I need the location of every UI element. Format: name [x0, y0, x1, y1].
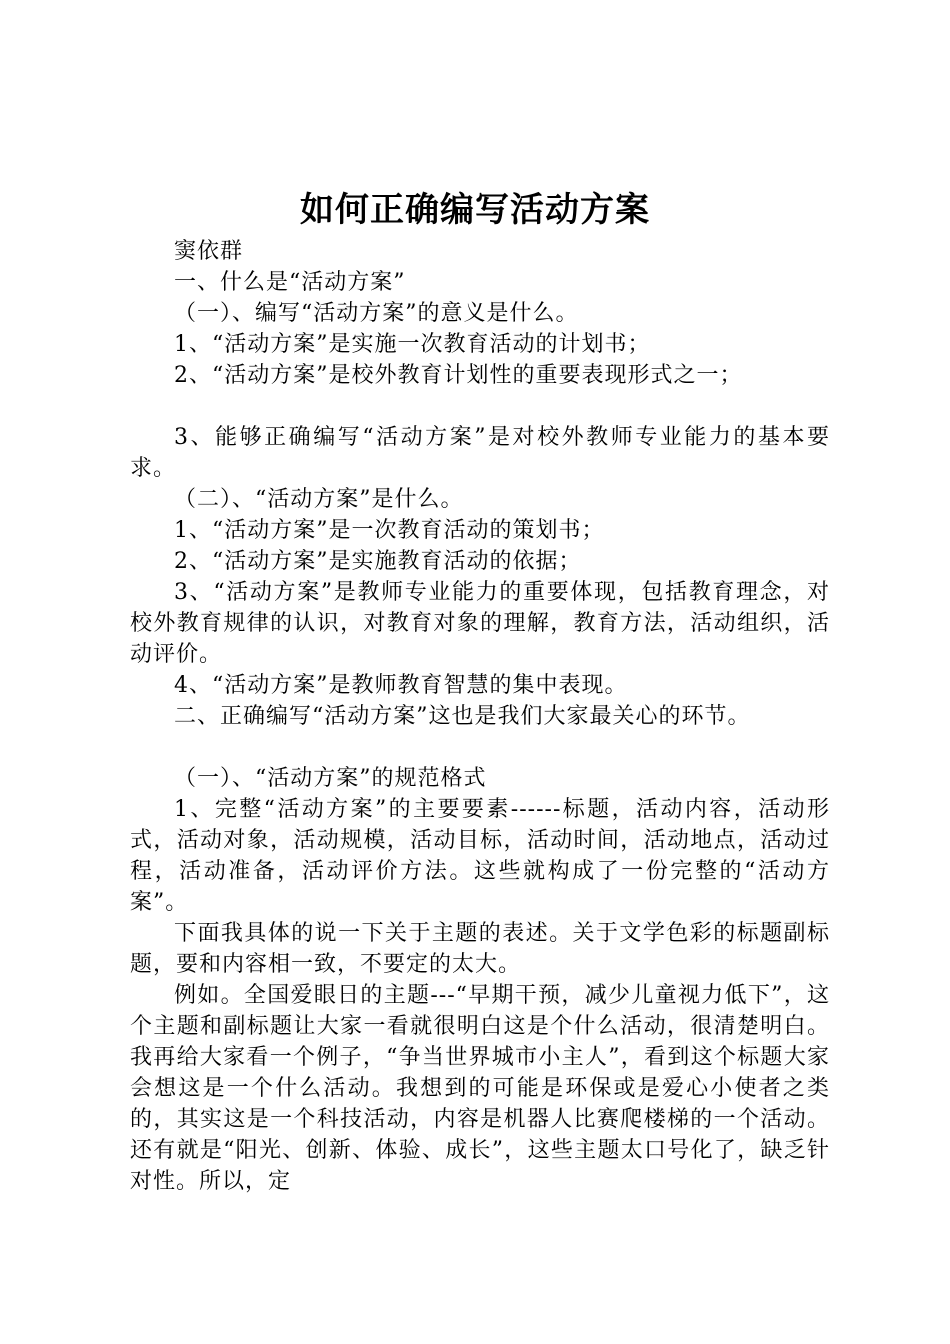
- paragraph: 4、“活动方案”是教师教育智慧的集中表现。: [174, 673, 628, 698]
- document-body: [130, 236, 830, 1197]
- paragraph: 1、完整“活动方案”的主要要素------标题，活动内容，活动形式，活动对象，活动规模，活动目标，活动时间，活动地点，活动过程，活动准备，活动评价方法。这些就构成了一份完整的“活动方案”。: [130, 797, 830, 915]
- paragraph: 1、“活动方案”是一次教育活动的策划书；: [174, 518, 605, 543]
- paragraph: 1、“活动方案”是实施一次教育活动的计划书；: [174, 332, 651, 357]
- paragraph: 2、“活动方案”是校外教育计划性的重要表现形式之一；: [174, 363, 743, 388]
- paragraph: 3、“活动方案”是教师专业能力的重要体现，包括教育理念，对校外教育规律的认识，对教育对象的理解，教育方法，活动组织，活动评价。: [130, 580, 830, 667]
- paragraph: 例如。全国爱眼日的主题---“早期干预，减少儿童视力低下”，这个主题和副标题让大家一看就很明白这是个什么活动，很清楚明白。我再给大家看一个例子，“争当世界城市小主人”，看到这个标题大家会想这是一个什么活动。我想到的可能是环保或是爱心小使者之类的，其实这是一个科技活动，内容是机器人比赛爬楼梯的一个活动。还有就是“阳光、创新、体验、成长”，这些主题太口号化了，缺乏针对性。所以，定: [130, 983, 831, 1194]
- paragraph-spacer: [130, 732, 830, 763]
- paragraph: 窦依群: [174, 239, 244, 264]
- paragraph: （一）、“活动方案”的规范格式: [174, 766, 487, 791]
- paragraph: 一、什么是“活动方案”: [174, 270, 406, 295]
- paragraph: 下面我具体的说一下关于主题的表述。关于文学色彩的标题副标题，要和内容相一致，不要定的太大。: [130, 921, 830, 977]
- paragraph: （二）、“活动方案”是什么。: [174, 487, 464, 512]
- paragraph: （一）、编写“活动方案”的意义是什么。: [174, 301, 579, 326]
- document-title: 如何正确编写活动方案: [300, 190, 650, 230]
- paragraph-spacer: [130, 391, 830, 422]
- paragraph: 二、正确编写“活动方案”这也是我们大家最关心的环节。: [174, 704, 751, 729]
- paragraph: 3、能够正确编写“活动方案”是对校外教师专业能力的基本要求。: [130, 425, 830, 481]
- paragraph: 2、“活动方案”是实施教育活动的依据；: [174, 549, 582, 574]
